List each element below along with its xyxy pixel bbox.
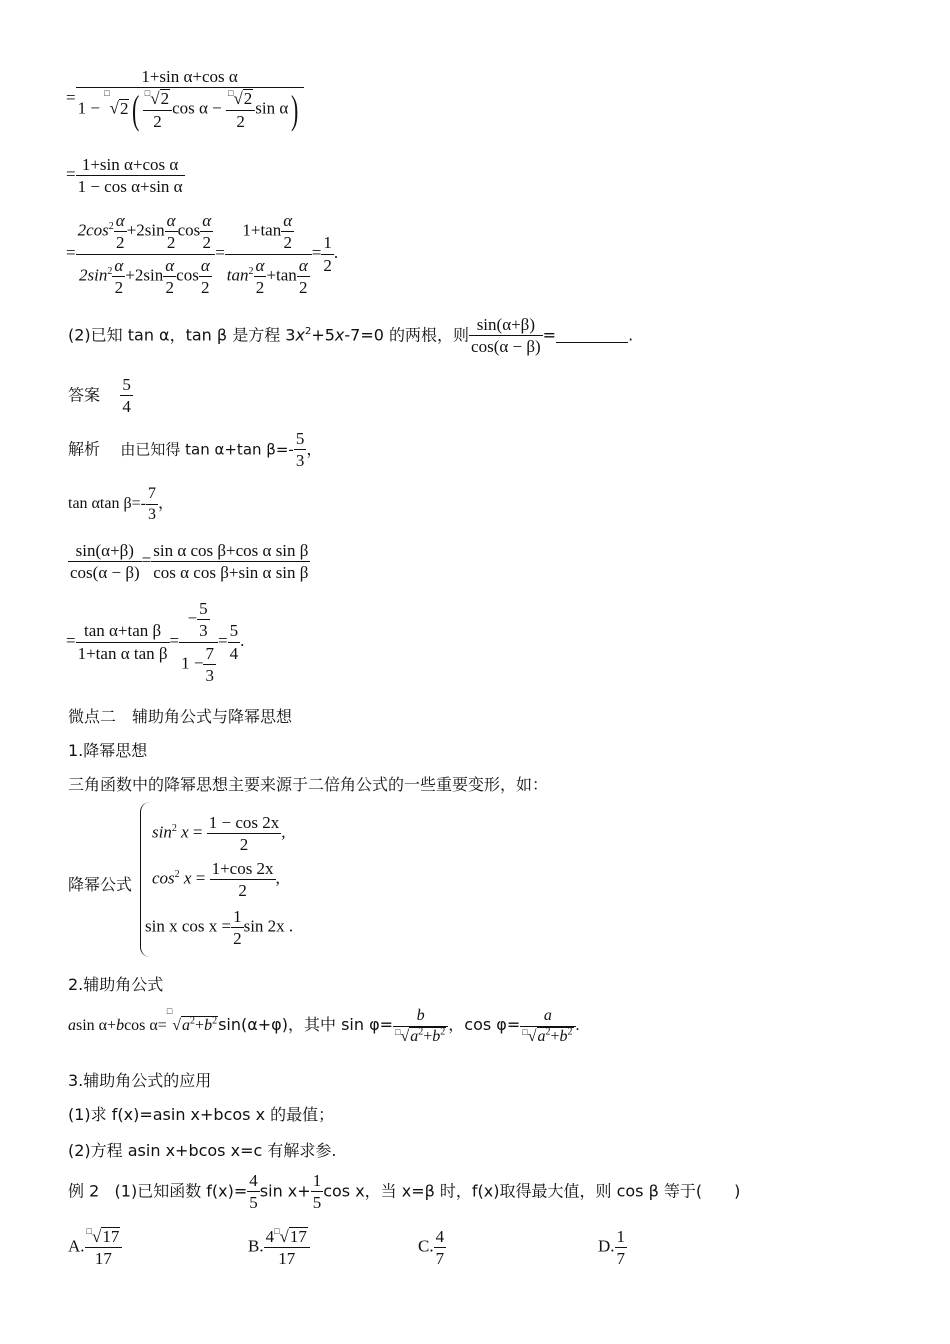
analysis-label: 解析 [68, 439, 101, 459]
derivation-step-1: = 1+sin α+cos α 1 − □√2( $\frac{^□√2}{2}$ cos α − $\frac{^□√2}{2}$ sin α) [66, 66, 304, 132]
question-2: (2)已知 tan α，tan β 是方程 $3x^2+5x-7=0$ 的两根，则 $\frac{\sin(\alpha+\beta)}{\cos(\alpha - \beta)}$ = . [68, 315, 634, 357]
answer-line: 答案 $\frac{5}{4}$ [68, 375, 131, 417]
option-b[interactable]: B. $\frac{4^□√17}{17}$ [248, 1226, 310, 1270]
formula-label: 降幂公式 [68, 875, 133, 894]
fraction: $\frac{\text{1+sin α+cos α}}{\text{1 − cos α+sin α}}$ [77, 155, 183, 197]
denominator: 1 − □√2( $\frac{^□√2}{2}$ cos α − $\frac{^□√2}{2}$ sin α) [76, 87, 304, 132]
derivation-step-2: = $\frac{\text{1+sin α+cos α}}{\text{1 − cos α+sin α}}$ [66, 155, 183, 197]
option-c[interactable]: C. $\frac{4}{7}$ [418, 1227, 445, 1269]
section-title: 微点二 辅助角公式与降幂思想 [68, 707, 293, 726]
option-d[interactable]: D. $\frac{1}{7}$ [598, 1227, 626, 1269]
answer-label: 答案 [68, 385, 101, 405]
paragraph-1: 三角函数中的降幂思想主要来源于二倍角公式的一些重要变形，如： [68, 775, 549, 794]
analysis-line-4: = $\frac{\text{tan α+tan β}}{\text{1+tan α tan β}}$ = − $\frac{5}{3}$ 1 − $\frac{7}{3}$ = $\frac{5}{4}$ . [66, 599, 245, 685]
example-2: 例 2 (1)已知函数 f(x)= $\frac{4}{5}$ sin x+ $\frac{1}{5}$ cos x，当 x=β 时，f(x)取得最大值，则 cos β 等于( ) [68, 1171, 741, 1213]
numerator: 1+sin α+cos α [141, 67, 238, 86]
fraction: 1+tan $\frac{\alpha}{2}$ $\tan^2$ $\frac{\alpha}{2}$ +tan $\frac{\alpha}{2}$ [225, 210, 312, 298]
heading-2: 2.辅助角公式 [68, 975, 164, 994]
heading-3: 3.辅助角公式的应用 [68, 1071, 212, 1090]
answer-blank [556, 328, 628, 343]
analysis-line-1: 解析 由已知得 tan α+tan β=- $\frac{5}{3}$ ， [68, 429, 323, 471]
application-1: (1)求 f(x)=asin x+bcos x 的最值； [68, 1105, 335, 1124]
formula-row-1: $\sin^2 x$ = $\frac{1 - \cos 2x}{2}$ , [152, 813, 286, 855]
option-a[interactable]: A. $\frac{^□√17}{17}$ [68, 1226, 122, 1270]
formula-row-3: sin x cos x = $\frac{1}{2}$ sin 2x . [145, 907, 294, 949]
fraction: $2\cos^2$ $\frac{\alpha}{2}$ +2sin $\frac{\alpha}{2}$ cos $\frac{\alpha}{2}$ $2\sin^2$ $\frac{\alpha}{2}$ +2sin $\frac{\alpha}{2}$ cos $\frac{\alpha}{2}$ [76, 210, 216, 298]
derivation-step-3: = $2\cos^2$ $\frac{\alpha}{2}$ +2sin $\frac{\alpha}{2}$ cos $\frac{\alpha}{2}$ $2\sin^2$ $\frac{\alpha}{2}$ +2sin $\frac{\alpha}{2}$ cos $\frac{\alpha}{2}$ = 1+tan $\frac{\alpha}{2}$ $\tan^2$ $\frac{\alpha}{2}$ +tan $\frac{\alpha}{2}$ = $\frac{1}{2}$ . [66, 211, 339, 297]
aux-formula: asin α+bcos $\alpha=^□√a^2+b^2\sin(\alpha+\varphi)$，其中 sin φ= $\frac{b}{^□√a^2+b^2}$ ，cos φ= $\frac{a}{^□√a^2+b^2}$ . [68, 1006, 580, 1045]
analysis-line-2: tan αtan β=- $\frac{7}{3}$ ， [68, 485, 174, 523]
heading-1: 1.降幂思想 [68, 741, 148, 760]
example-label: 例 2 [68, 1181, 100, 1201]
application-2: (2)方程 asin x+bcos x=c 有解求参. [68, 1141, 337, 1160]
fraction: $\frac{1}{2}$ [323, 233, 332, 275]
formula-row-2: $\cos^2 x$ = $\frac{1+\cos 2x}{2}$ , [152, 859, 280, 901]
fraction [76, 66, 304, 132]
analysis-line-3: $\frac{\sin(\alpha+\beta)}{\cos(\alpha - \beta)}$ = $\frac{\text{sin α cos β+cos α sin β}}{\text{cos α cos β+sin α sin β}}$ [70, 541, 309, 583]
